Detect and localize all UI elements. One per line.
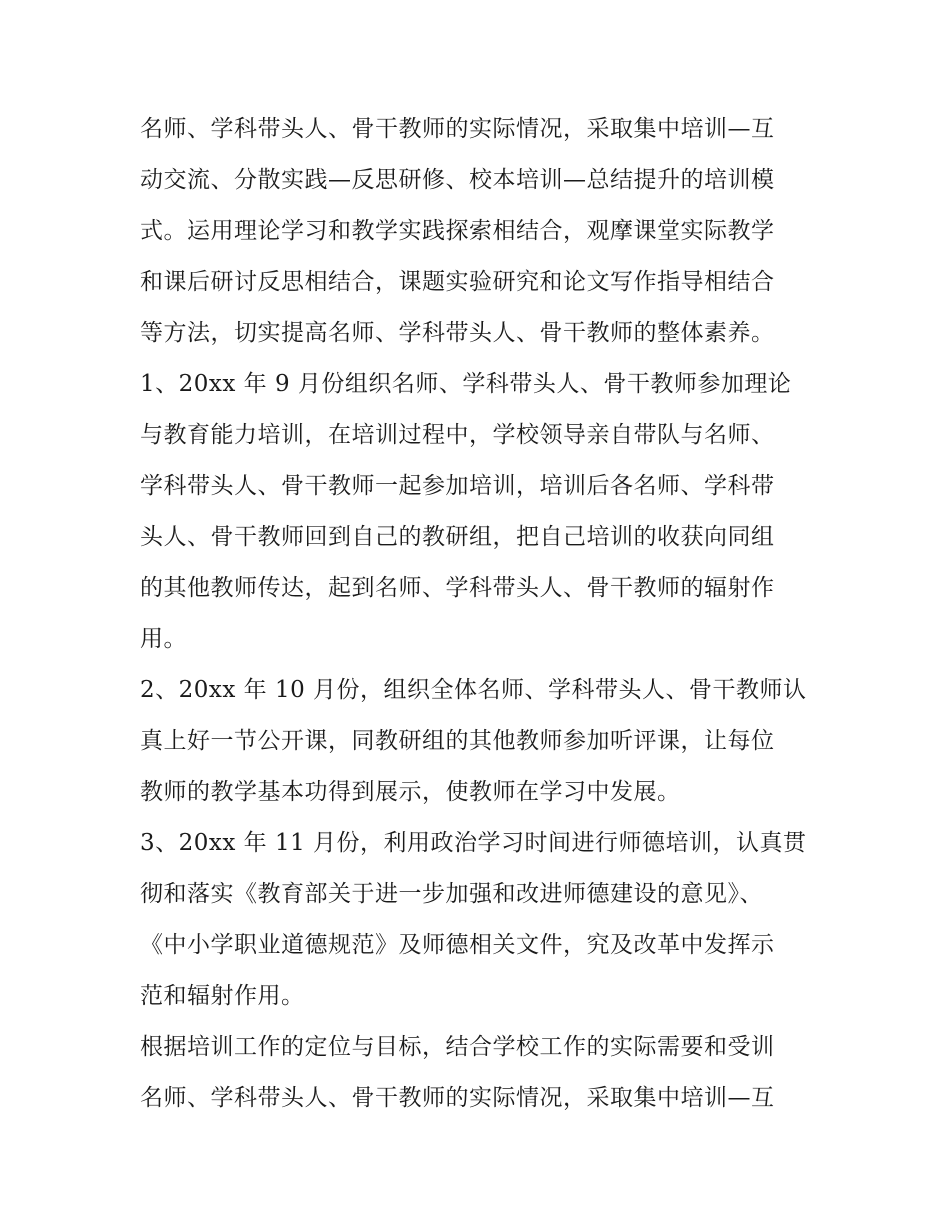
text-line: 头人、骨干教师回到自己的教研组，把自己培训的收获向同组: [140, 524, 775, 550]
text-line: 范和辐射作用。: [140, 983, 305, 1009]
text-line: 与教育能力培训，在培训过程中，学校领导亲自带队与名师、: [140, 422, 775, 448]
text-line: 1、20xx 年 9 月份组织名师、学科带头人、骨干教师参加理论: [140, 371, 792, 397]
text-line: 彻和落实《教育部关于进一步加强和改进师德建设的意见》、: [140, 881, 763, 907]
text-line: 动交流、分散实践—反思研修、校本培训—总结提升的培训模: [140, 167, 775, 193]
text-line: 2、20xx 年 10 月份，组织全体名师、学科带头人、骨干教师认: [140, 677, 807, 703]
text-line: 3、20xx 年 11 月份，利用政治学习时间进行师德培训，认真贯: [140, 830, 807, 856]
text-line: 学科带头人、骨干教师一起参加培训，培训后各名师、学科带: [140, 473, 775, 499]
text-line: 名师、学科带头人、骨干教师的实际情况，采取集中培训—互: [140, 116, 775, 142]
text-line: 名师、学科带头人、骨干教师的实际情况，采取集中培训—互: [140, 1085, 775, 1111]
body-text: [140, 104, 830, 1124]
text-line: 用。: [140, 626, 187, 652]
text-line: 式。运用理论学习和教学实践探索相结合，观摩课堂实际教学: [140, 218, 775, 244]
text-line: 和课后研讨反思相结合，课题实验研究和论文写作指导相结合: [140, 269, 775, 295]
text-line: 根据培训工作的定位与目标，结合学校工作的实际需要和受训: [140, 1034, 775, 1060]
text-line: 真上好一节公开课，同教研组的其他教师参加听评课，让每位: [140, 728, 775, 754]
text-line: 的其他教师传达，起到名师、学科带头人、骨干教师的辐射作: [140, 575, 775, 601]
text-line: 教师的教学基本功得到展示，使教师在学习中发展。: [140, 779, 681, 805]
text-line: 等方法，切实提高名师、学科带头人、骨干教师的整体素养。: [140, 320, 775, 346]
text-line: 《中小学职业道德规范》及师德相关文件，究及改革中发挥示: [140, 932, 775, 958]
